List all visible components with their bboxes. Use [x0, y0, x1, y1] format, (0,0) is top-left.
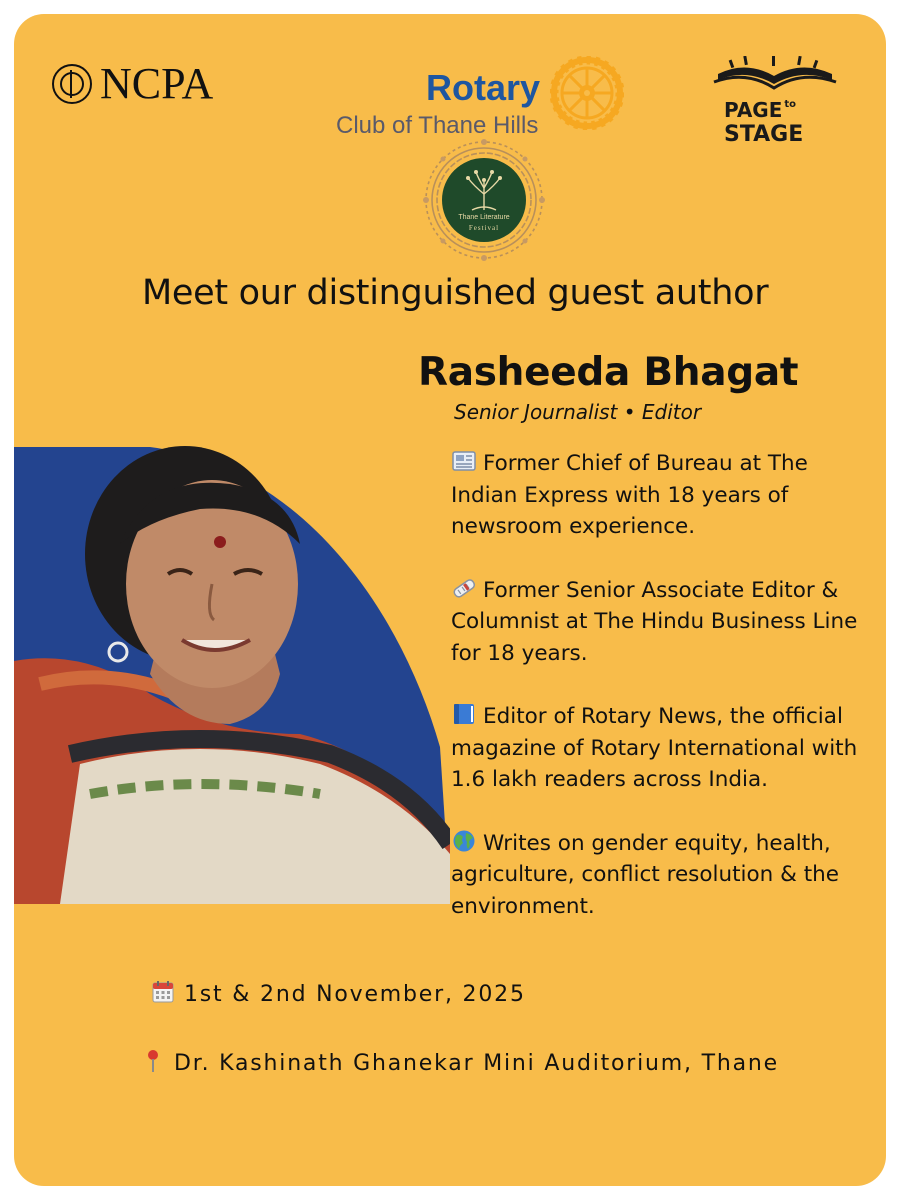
author-subtitle: Senior Journalist • Editor [454, 400, 702, 424]
ncpa-logo [52, 59, 214, 108]
event-date [152, 980, 526, 1007]
rotary-club-name: Club of Thane Hills [336, 112, 539, 139]
event-venue-text: Dr. Kashinath Ghanekar Mini Auditorium, Thane [174, 1051, 779, 1076]
headline: Meet our distinguished guest author [142, 273, 769, 313]
poster-card [14, 14, 886, 1186]
list-item [451, 575, 881, 670]
list-item [451, 701, 881, 796]
event-venue [142, 1044, 862, 1084]
bullet-text: Former Chief of Bureau at The Indian Express with 18 years of newsroom experience. [451, 451, 808, 539]
blue-book-icon [451, 702, 477, 726]
page-to-stage-logo [710, 56, 840, 148]
list-item [451, 828, 881, 923]
festival-subname: Festival [468, 224, 500, 232]
ncpa-emblem-icon [52, 64, 92, 104]
thane-literature-festival-logo [422, 138, 546, 262]
achievements-list [451, 448, 881, 922]
bullet-text: Former Senior Associate Editor & Columnist at The Hindu Business Line for 18 years. [451, 577, 858, 666]
festival-mandala-icon [422, 138, 546, 262]
bullet-text: Writes on gender equity, health, agriculture, conflict resolution & the environment. [451, 830, 840, 919]
newspaper-icon [451, 449, 477, 473]
rotary-logo-text: Rotary [426, 67, 541, 108]
festival-name: Thane Literature [458, 214, 510, 221]
page-to-stage-text-line1: PAGE $^{to}$ [724, 98, 797, 122]
ncpa-logo-text: NCPA [100, 59, 214, 108]
rotary-logo [336, 56, 636, 146]
bullet-text: Editor of Rotary News, the official magazine of Rotary International with 1.6 lakh readers across India. [451, 704, 858, 792]
location-pin-icon [142, 1049, 164, 1073]
list-item [451, 448, 881, 543]
calendar-icon [152, 980, 174, 1004]
author-portrait [14, 434, 450, 904]
page-to-stage-text-line2: STAGE [724, 122, 804, 147]
author-name: Rasheeda Bhagat [418, 350, 799, 395]
rotary-wheel-icon [550, 56, 624, 130]
event-date-text: 1st & 2nd November, 2025 [184, 982, 526, 1007]
globe-icon [451, 829, 477, 853]
rolled-newspaper-icon [451, 576, 477, 600]
open-book-icon [710, 56, 840, 98]
